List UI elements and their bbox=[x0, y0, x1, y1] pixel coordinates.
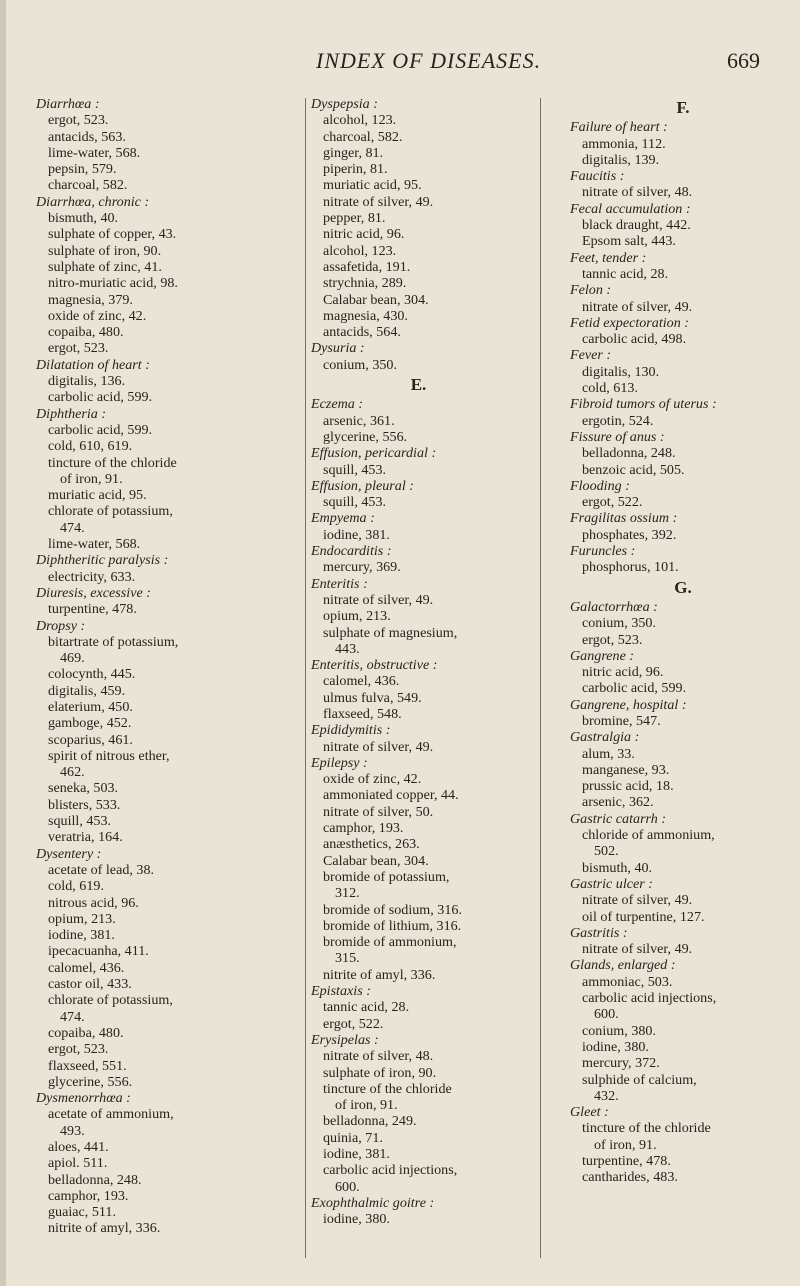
index-subentry: bromide of potassium, bbox=[323, 868, 450, 885]
index-subentry: tannic acid, 28. bbox=[323, 999, 410, 1016]
index-subentry: nitrate of silver, 49. bbox=[582, 941, 693, 958]
index-subentry: nitrate of silver, 49. bbox=[582, 298, 693, 315]
index-subentry: bromine, 547. bbox=[582, 712, 661, 729]
index-heading: Epididymitis : bbox=[311, 722, 391, 739]
index-heading: Gangrene, hospital : bbox=[570, 696, 687, 713]
index-subentry: iodine, 380. bbox=[582, 1038, 649, 1055]
index-subentry: oil of turpentine, 127. bbox=[582, 908, 705, 925]
index-heading: Fissure of anus : bbox=[570, 428, 665, 445]
index-heading: Enteritis : bbox=[311, 575, 368, 592]
index-heading: Faucitis : bbox=[570, 168, 625, 185]
index-heading: Furuncles : bbox=[570, 543, 636, 560]
index-continuation: 600. bbox=[594, 1006, 619, 1023]
index-continuation: 502. bbox=[594, 843, 619, 860]
running-title: INDEX OF DISEASES. bbox=[316, 48, 542, 73]
section-letter: F. bbox=[676, 98, 690, 117]
index-continuation: 443. bbox=[335, 640, 360, 657]
index-subentry: muriatic acid, 95. bbox=[323, 177, 422, 194]
index-subentry: bromide of sodium, 316. bbox=[323, 901, 462, 918]
index-subentry: nitrous acid, 96. bbox=[48, 894, 139, 911]
index-subentry: nitrate of silver, 49. bbox=[323, 193, 434, 210]
index-continuation: 474. bbox=[60, 1008, 85, 1025]
index-subentry: tincture of the chloride bbox=[48, 454, 177, 471]
index-heading: Fetid expectoration : bbox=[570, 314, 689, 331]
index-subentry: carbolic acid, 599. bbox=[582, 680, 687, 697]
index-subentry: magnesia, 379. bbox=[48, 291, 133, 308]
index-subentry: electricity, 633. bbox=[48, 568, 136, 585]
index-subentry: nitrate of silver, 49. bbox=[323, 738, 434, 755]
index-subentry: alum, 33. bbox=[582, 745, 635, 762]
index-subentry: ergotin, 524. bbox=[582, 412, 654, 429]
index-subentry: cold, 613. bbox=[582, 380, 638, 397]
index-subentry: nitrate of silver, 48. bbox=[323, 1048, 434, 1065]
index-heading: Fecal accumulation : bbox=[570, 200, 691, 217]
index-subentry: piperin, 81. bbox=[323, 161, 388, 178]
index-continuation: 312. bbox=[335, 885, 360, 902]
index-subentry: ginger, 81. bbox=[323, 144, 384, 161]
index-subentry: iodine, 381. bbox=[323, 1146, 390, 1162]
index-subentry: alcohol, 123. bbox=[323, 242, 397, 259]
index-subentry: magnesia, 430. bbox=[323, 307, 408, 324]
index-heading: Effusion, pleural : bbox=[311, 477, 414, 494]
index-subentry: nitrate of silver, 49. bbox=[582, 892, 693, 909]
index-heading: Fever : bbox=[570, 347, 612, 364]
column-rule bbox=[540, 98, 541, 1258]
index-subentry: flaxseed, 551. bbox=[48, 1057, 127, 1074]
index-subentry: digitalis, 136. bbox=[48, 373, 126, 390]
index-subentry: pepsin, 579. bbox=[48, 161, 117, 178]
index-subentry: muriatic acid, 95. bbox=[48, 487, 147, 504]
index-subentry: cold, 619. bbox=[48, 878, 104, 895]
index-continuation: 315. bbox=[335, 950, 360, 967]
index-column-2 bbox=[311, 96, 526, 1227]
index-heading: Gleet : bbox=[570, 1104, 609, 1121]
index-subentry: ammoniated copper, 44. bbox=[323, 787, 459, 804]
index-subentry: arsenic, 362. bbox=[582, 794, 654, 811]
index-continuation: of iron, 91. bbox=[60, 470, 123, 487]
index-subentry: nitric acid, 96. bbox=[582, 664, 664, 681]
index-heading: Dropsy : bbox=[36, 617, 86, 634]
index-subentry: ergot, 522. bbox=[323, 1015, 384, 1032]
index-heading: Empyema : bbox=[311, 510, 375, 527]
index-subentry: squill, 453. bbox=[323, 494, 387, 511]
index-heading: Gastralgia : bbox=[570, 729, 640, 746]
index-heading: Diphtheria : bbox=[36, 405, 107, 422]
index-subentry: pepper, 81. bbox=[323, 210, 386, 227]
index-subentry: benzoic acid, 505. bbox=[582, 461, 685, 478]
index-subentry: iodine, 381. bbox=[48, 927, 115, 944]
section-letter: G. bbox=[674, 577, 692, 597]
index-subentry: mercury, 369. bbox=[323, 559, 401, 576]
index-subentry: nitro-muriatic acid, 98. bbox=[48, 275, 178, 292]
index-subentry: digitalis, 459. bbox=[48, 682, 126, 699]
index-subentry: glycerine, 556. bbox=[323, 428, 408, 445]
index-subentry: veratria, 164. bbox=[48, 829, 123, 846]
index-subentry: ergot, 523. bbox=[48, 1041, 109, 1058]
index-heading: Galactorrhœa : bbox=[570, 598, 658, 615]
index-heading: Glands, enlarged : bbox=[570, 957, 676, 974]
index-subentry: manganese, 93. bbox=[582, 761, 670, 778]
index-subentry: colocynth, 445. bbox=[48, 666, 136, 683]
index-continuation: of iron, 91. bbox=[594, 1136, 657, 1153]
index-heading: Diarrhœa, chronic : bbox=[36, 193, 150, 210]
index-subentry: flaxseed, 548. bbox=[323, 705, 402, 722]
index-subentry: chloride of ammonium, bbox=[582, 827, 715, 844]
index-subentry: tincture of the chloride bbox=[323, 1080, 452, 1097]
index-subentry: conium, 350. bbox=[323, 356, 397, 373]
index-subentry: acetate of ammonium, bbox=[48, 1106, 174, 1123]
index-subentry: bromide of lithium, 316. bbox=[323, 917, 462, 934]
index-subentry: charcoal, 582. bbox=[48, 177, 128, 194]
index-subentry: castor oil, 433. bbox=[48, 976, 132, 993]
index-subentry: tannic acid, 28. bbox=[582, 265, 669, 282]
index-subentry: ammonia, 112. bbox=[582, 135, 666, 152]
index-heading: Gangrene : bbox=[570, 647, 635, 664]
index-subentry: oxide of zinc, 42. bbox=[323, 771, 422, 788]
index-subentry: turpentine, 478. bbox=[582, 1153, 671, 1169]
index-subentry: carbolic acid, 599. bbox=[48, 389, 153, 406]
index-subentry: calomel, 436. bbox=[323, 673, 400, 690]
index-heading: Diarrhœa : bbox=[36, 96, 100, 112]
index-subentry: chlorate of potassium, bbox=[48, 992, 173, 1009]
index-heading: Fibroid tumors of uterus : bbox=[570, 396, 717, 413]
index-subentry: carbolic acid, 498. bbox=[582, 331, 687, 348]
index-continuation: 493. bbox=[60, 1122, 85, 1139]
index-heading: Endocarditis : bbox=[311, 543, 392, 560]
index-subentry: bitartrate of potassium, bbox=[48, 633, 179, 650]
index-heading: Feet, tender : bbox=[570, 249, 647, 266]
index-subentry: glycerine, 556. bbox=[48, 1073, 133, 1090]
index-subentry: sulphate of copper, 43. bbox=[48, 226, 177, 243]
index-heading: Dilatation of heart : bbox=[36, 356, 150, 373]
index-continuation: of iron, 91. bbox=[335, 1097, 398, 1114]
index-subentry: quinia, 71. bbox=[323, 1129, 383, 1146]
index-continuation: 600. bbox=[335, 1178, 360, 1195]
index-subentry: blisters, 533. bbox=[48, 796, 121, 813]
index-subentry: belladonna, 248. bbox=[582, 445, 676, 462]
index-subentry: turpentine, 478. bbox=[48, 601, 137, 618]
index-subentry: nitrite of amyl, 336. bbox=[323, 966, 436, 983]
index-subentry: belladonna, 249. bbox=[323, 1113, 417, 1130]
index-subentry: oxide of zinc, 42. bbox=[48, 307, 147, 324]
index-subentry: antacids, 563. bbox=[48, 128, 126, 145]
index-subentry: bromide of ammonium, bbox=[323, 934, 457, 951]
column-rule bbox=[305, 98, 306, 1258]
index-subentry: carbolic acid injections, bbox=[323, 1162, 458, 1179]
index-subentry: sulphate of zinc, 41. bbox=[48, 258, 162, 275]
index-subentry: cold, 610, 619. bbox=[48, 438, 133, 455]
index-subentry: camphor, 193. bbox=[48, 1187, 129, 1204]
page-binding-edge bbox=[0, 0, 6, 1286]
index-subentry: nitrate of silver, 50. bbox=[323, 803, 434, 820]
index-subentry: acetate of lead, 38. bbox=[48, 861, 155, 878]
index-subentry: opium, 213. bbox=[323, 608, 391, 625]
index-heading: Dyspepsia : bbox=[311, 96, 378, 112]
index-heading: Fragilitas ossium : bbox=[570, 510, 678, 527]
index-continuation: 474. bbox=[60, 519, 85, 536]
index-subentry: ipecacuanha, 411. bbox=[48, 943, 149, 960]
index-subentry: squill, 453. bbox=[48, 813, 112, 830]
index-subentry: aloes, 441. bbox=[48, 1139, 109, 1155]
page-number: 669 bbox=[727, 48, 760, 73]
index-subentry: lime-water, 568. bbox=[48, 536, 141, 553]
index-heading: Failure of heart : bbox=[570, 119, 668, 136]
index-heading: Exophthalmic goitre : bbox=[311, 1194, 435, 1211]
index-subentry: phosphates, 392. bbox=[582, 526, 677, 543]
index-subentry: ergot, 522. bbox=[582, 494, 643, 511]
index-subentry: ulmus fulva, 549. bbox=[323, 689, 422, 706]
index-heading: Effusion, pericardial : bbox=[311, 445, 437, 462]
index-subentry: prussic acid, 18. bbox=[582, 778, 674, 795]
index-subentry: iodine, 380. bbox=[323, 1211, 390, 1228]
index-heading: Erysipelas : bbox=[311, 1031, 379, 1048]
index-subentry: calomel, 436. bbox=[48, 959, 125, 976]
index-subentry: sulphate of iron, 90. bbox=[48, 242, 162, 259]
index-subentry: ergot, 523. bbox=[48, 112, 109, 129]
index-heading: Eczema : bbox=[311, 396, 364, 413]
index-subentry: sulphide of calcium, bbox=[582, 1071, 697, 1088]
index-subentry: nitrate of silver, 48. bbox=[582, 184, 693, 201]
index-subentry: digitalis, 139. bbox=[582, 151, 660, 168]
index-subentry: spirit of nitrous ether, bbox=[48, 747, 170, 764]
index-subentry: camphor, 193. bbox=[323, 820, 404, 837]
index-subentry: carbolic acid, 599. bbox=[48, 421, 153, 438]
index-heading: Dysuria : bbox=[311, 340, 365, 357]
index-subentry: arsenic, 361. bbox=[323, 412, 395, 429]
index-subentry: elaterium, 450. bbox=[48, 698, 133, 715]
index-heading: Gastritis : bbox=[570, 924, 628, 941]
index-subentry: bismuth, 40. bbox=[582, 859, 653, 876]
index-subentry: apiol. 511. bbox=[48, 1155, 108, 1172]
index-subentry: ammoniac, 503. bbox=[582, 973, 673, 990]
index-heading: Gastric ulcer : bbox=[570, 875, 653, 892]
index-subentry: nitrate of silver, 49. bbox=[323, 591, 434, 608]
index-heading: Epistaxis : bbox=[311, 983, 371, 1000]
index-heading: Dysentery : bbox=[36, 845, 102, 862]
index-subentry: tincture of the chloride bbox=[582, 1120, 711, 1137]
index-heading: Dysmenorrhœa : bbox=[36, 1090, 131, 1107]
index-subentry: ergot, 523. bbox=[582, 631, 643, 648]
index-continuation: 432. bbox=[594, 1087, 619, 1104]
index-column-1 bbox=[36, 96, 304, 1237]
index-subentry: anæsthetics, 263. bbox=[323, 836, 420, 853]
index-subentry: conium, 350. bbox=[582, 615, 656, 632]
index-subentry: nitric acid, 96. bbox=[323, 226, 405, 243]
index-heading: Gastric catarrh : bbox=[570, 810, 667, 827]
index-column-3 bbox=[570, 96, 796, 1186]
index-subentry: alcohol, 123. bbox=[323, 112, 397, 129]
index-subentry: mercury, 372. bbox=[582, 1055, 660, 1072]
index-subentry: Calabar bean, 304. bbox=[323, 852, 429, 869]
index-subentry: phosphorus, 101. bbox=[582, 559, 679, 576]
index-subentry: belladonna, 248. bbox=[48, 1171, 142, 1188]
index-heading: Enteritis, obstructive : bbox=[311, 657, 438, 674]
index-subentry: charcoal, 582. bbox=[323, 128, 403, 145]
index-subentry: iodine, 381. bbox=[323, 526, 390, 543]
index-subentry: black draught, 442. bbox=[582, 217, 691, 234]
index-subentry: sulphate of magnesium, bbox=[323, 624, 458, 641]
index-subentry: carbolic acid injections, bbox=[582, 990, 717, 1007]
index-subentry: assafetida, 191. bbox=[323, 258, 411, 275]
index-subentry: Epsom salt, 443. bbox=[582, 233, 676, 250]
index-subentry: opium, 213. bbox=[48, 910, 116, 927]
index-subentry: chlorate of potassium, bbox=[48, 503, 173, 520]
index-subentry: ergot, 523. bbox=[48, 340, 109, 357]
index-subentry: Calabar bean, 304. bbox=[323, 291, 429, 308]
index-subentry: nitrite of amyl, 336. bbox=[48, 1220, 161, 1237]
index-subentry: strychnia, 289. bbox=[323, 275, 407, 292]
index-subentry: copaiba, 480. bbox=[48, 324, 124, 341]
index-subentry: bismuth, 40. bbox=[48, 210, 119, 227]
section-letter: E. bbox=[410, 375, 427, 395]
index-heading: Diphtheritic paralysis : bbox=[36, 552, 169, 569]
page-header bbox=[0, 48, 800, 84]
index-subentry: digitalis, 130. bbox=[582, 363, 660, 380]
index-subentry: antacids, 564. bbox=[323, 324, 401, 341]
index-subentry: gamboge, 452. bbox=[48, 715, 132, 732]
index-heading: Felon : bbox=[570, 282, 612, 299]
index-heading: Epilepsy : bbox=[311, 754, 368, 771]
index-continuation: 462. bbox=[60, 764, 85, 781]
index-subentry: seneka, 503. bbox=[48, 780, 119, 797]
index-subentry: lime-water, 568. bbox=[48, 144, 141, 161]
index-subentry: sulphate of iron, 90. bbox=[323, 1064, 437, 1081]
index-continuation: 469. bbox=[60, 650, 85, 667]
index-heading: Diuresis, excessive : bbox=[36, 584, 151, 601]
index-subentry: guaiac, 511. bbox=[48, 1204, 116, 1221]
index-subentry: squill, 453. bbox=[323, 461, 387, 478]
index-subentry: conium, 380. bbox=[582, 1022, 656, 1039]
index-subentry: copaiba, 480. bbox=[48, 1024, 124, 1041]
index-subentry: cantharides, 483. bbox=[582, 1169, 678, 1186]
index-subentry: scoparius, 461. bbox=[48, 731, 133, 748]
index-heading: Flooding : bbox=[570, 477, 630, 494]
